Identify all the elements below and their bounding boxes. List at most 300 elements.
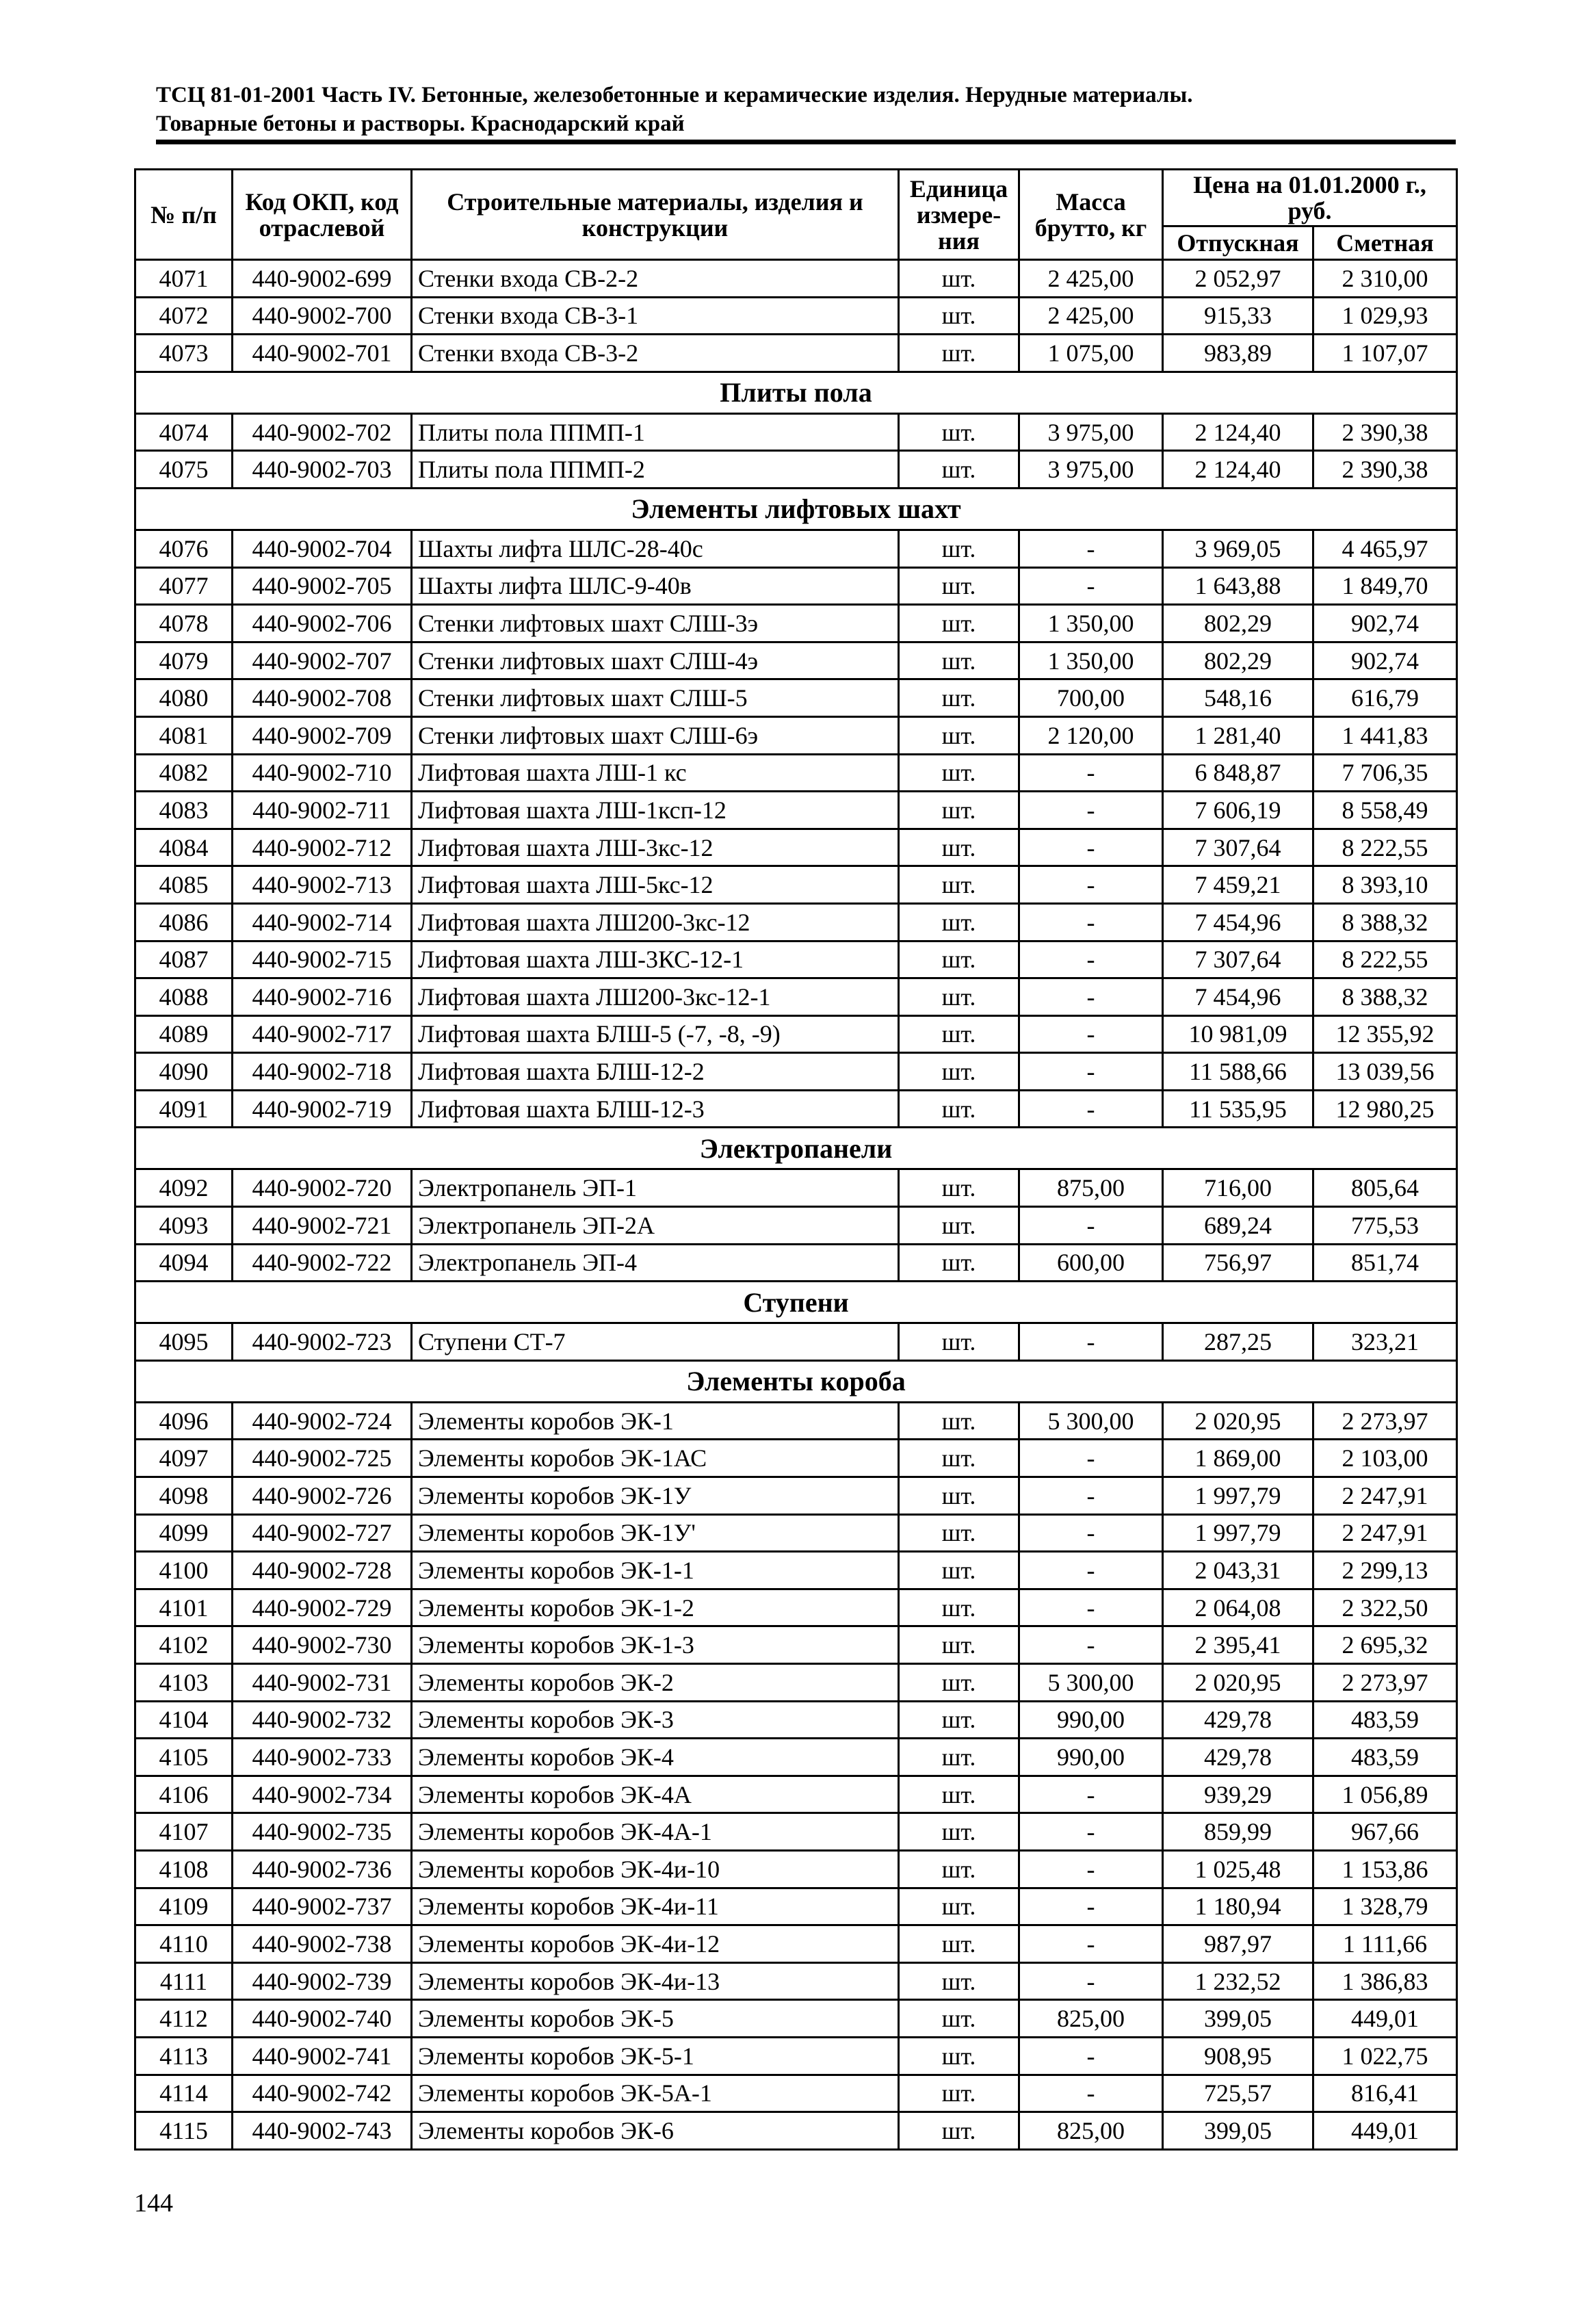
cell-code: 440-9002-722 [233, 1244, 412, 1282]
cell-price-estimate: 2 247,91 [1313, 1477, 1457, 1515]
table-row [135, 1552, 1457, 1589]
cell-mass: 600,00 [1019, 1244, 1163, 1282]
table-row [135, 1813, 1457, 1851]
cell-mass: 3 975,00 [1019, 451, 1163, 489]
cell-price-release: 7 459,21 [1163, 866, 1313, 904]
table-row [135, 2037, 1457, 2075]
cell-code: 440-9002-730 [233, 1626, 412, 1664]
cell-unit: шт. [899, 1053, 1019, 1091]
cell-price-estimate: 1 107,07 [1313, 335, 1457, 372]
cell-code: 440-9002-707 [233, 642, 412, 679]
cell-mass: 2 425,00 [1019, 260, 1163, 298]
cell-price-estimate: 8 388,32 [1313, 903, 1457, 941]
cell-name: Лифтовая шахта БЛШ-12-3 [412, 1090, 899, 1128]
cell-unit: шт. [899, 1090, 1019, 1128]
cell-name: Стенки входа СВ-3-1 [412, 297, 899, 335]
cell-name: Элементы коробов ЭК-1АС [412, 1440, 899, 1477]
col-header-price-estimate: Сметная [1313, 226, 1457, 260]
table-row [135, 451, 1457, 489]
cell-num: 4091 [135, 1090, 233, 1128]
cell-num: 4089 [135, 1015, 233, 1053]
cell-price-release: 1 869,00 [1163, 1440, 1313, 1477]
cell-num: 4107 [135, 1813, 233, 1851]
cell-num: 4080 [135, 679, 233, 717]
document-header [156, 81, 1490, 138]
table-row [135, 1053, 1457, 1091]
cell-code: 440-9002-701 [233, 335, 412, 372]
cell-price-estimate: 483,59 [1313, 1701, 1457, 1739]
header-line-1: ТСЦ 81-01-2001 Часть IV. Бетонные, железобетонные и керамические изделия. Нерудные материалы. [156, 83, 1193, 107]
cell-unit: шт. [899, 2075, 1019, 2112]
cell-price-release: 7 454,96 [1163, 903, 1313, 941]
cell-code: 440-9002-716 [233, 978, 412, 1016]
table-row [135, 903, 1457, 941]
cell-mass: - [1019, 941, 1163, 978]
cell-code: 440-9002-700 [233, 297, 412, 335]
cell-unit: шт. [899, 2000, 1019, 2038]
cell-price-estimate: 2 103,00 [1313, 1440, 1457, 1477]
cell-num: 4112 [135, 2000, 233, 2038]
section-title: Элементы короба [135, 1360, 1457, 1402]
header-rule [156, 140, 1456, 144]
cell-unit: шт. [899, 2037, 1019, 2075]
cell-mass: - [1019, 1440, 1163, 1477]
table-row [135, 1244, 1457, 1282]
cell-mass: - [1019, 1053, 1163, 1091]
cell-unit: шт. [899, 1664, 1019, 1702]
cell-mass: 5 300,00 [1019, 1664, 1163, 1702]
cell-num: 4114 [135, 2075, 233, 2112]
cell-price-release: 2 395,41 [1163, 1626, 1313, 1664]
table-row [135, 2000, 1457, 2038]
cell-name: Стенки лифтовых шахт СЛШ-5 [412, 679, 899, 717]
table-row [135, 866, 1457, 904]
table-row [135, 1888, 1457, 1925]
cell-name: Лифтовая шахта ЛШ-1ксп-12 [412, 792, 899, 829]
cell-name: Элементы коробов ЭК-4и-12 [412, 1925, 899, 1963]
cell-unit: шт. [899, 605, 1019, 642]
cell-code: 440-9002-741 [233, 2037, 412, 2075]
cell-num: 4098 [135, 1477, 233, 1515]
cell-num: 4072 [135, 297, 233, 335]
cell-price-release: 7 606,19 [1163, 792, 1313, 829]
cell-name: Электропанель ЭП-4 [412, 1244, 899, 1282]
cell-price-release: 399,05 [1163, 2000, 1313, 2038]
cell-unit: шт. [899, 978, 1019, 1016]
cell-num: 4071 [135, 260, 233, 298]
header-line-2: Товарные бетоны и растворы. Краснодарский край [156, 112, 685, 136]
cell-price-release: 756,97 [1163, 1244, 1313, 1282]
cell-mass: - [1019, 754, 1163, 792]
cell-num: 4097 [135, 1440, 233, 1477]
cell-unit: шт. [899, 1925, 1019, 1963]
cell-price-release: 1 997,79 [1163, 1477, 1313, 1515]
cell-num: 4087 [135, 941, 233, 978]
cell-price-estimate: 2 273,97 [1313, 1664, 1457, 1702]
cell-code: 440-9002-732 [233, 1701, 412, 1739]
cell-price-estimate: 2 390,38 [1313, 451, 1457, 489]
cell-mass: 990,00 [1019, 1739, 1163, 1776]
col-header-mass: Масса брутто, кг [1019, 170, 1163, 260]
cell-num: 4081 [135, 716, 233, 754]
cell-price-estimate: 12 355,92 [1313, 1015, 1457, 1053]
table-row [135, 2112, 1457, 2150]
cell-name: Лифтовая шахта БЛШ-12-2 [412, 1053, 899, 1091]
table-row [135, 679, 1457, 717]
cell-code: 440-9002-699 [233, 260, 412, 298]
page-number: 144 [134, 2189, 173, 2218]
cell-name: Элементы коробов ЭК-4и-13 [412, 1962, 899, 2000]
cell-name: Элементы коробов ЭК-2 [412, 1664, 899, 1702]
cell-num: 4113 [135, 2037, 233, 2075]
cell-num: 4076 [135, 530, 233, 567]
cell-price-estimate: 8 558,49 [1313, 792, 1457, 829]
cell-code: 440-9002-706 [233, 605, 412, 642]
cell-num: 4099 [135, 1514, 233, 1552]
cell-price-release: 1 180,94 [1163, 1888, 1313, 1925]
cell-mass: - [1019, 1888, 1163, 1925]
cell-code: 440-9002-703 [233, 451, 412, 489]
cell-mass: 2 425,00 [1019, 297, 1163, 335]
table-row [135, 567, 1457, 605]
cell-code: 440-9002-740 [233, 2000, 412, 2038]
cell-name: Лифтовая шахта ЛШ-3кс-12 [412, 829, 899, 866]
cell-price-estimate: 1 056,89 [1313, 1776, 1457, 1813]
table-row [135, 260, 1457, 298]
cell-unit: шт. [899, 335, 1019, 372]
cell-mass: - [1019, 530, 1163, 567]
table-row [135, 335, 1457, 372]
cell-num: 4094 [135, 1244, 233, 1282]
cell-name: Лифтовая шахта ЛШ-1 кс [412, 754, 899, 792]
cell-code: 440-9002-719 [233, 1090, 412, 1128]
cell-mass: - [1019, 1514, 1163, 1552]
cell-name: Элементы коробов ЭК-1-1 [412, 1552, 899, 1589]
cell-name: Шахты лифта ШЛС-28-40с [412, 530, 899, 567]
cell-price-release: 11 535,95 [1163, 1090, 1313, 1128]
cell-name: Стенки лифтовых шахт СЛШ-6э [412, 716, 899, 754]
cell-unit: шт. [899, 451, 1019, 489]
cell-name: Лифтовая шахта БЛШ-5 (-7, -8, -9) [412, 1015, 899, 1053]
cell-price-release: 725,57 [1163, 2075, 1313, 2112]
cell-num: 4101 [135, 1589, 233, 1626]
table-row [135, 1962, 1457, 2000]
cell-unit: шт. [899, 1589, 1019, 1626]
cell-name: Элементы коробов ЭК-1-2 [412, 1589, 899, 1626]
section-title: Ступени [135, 1282, 1457, 1323]
cell-price-release: 939,29 [1163, 1776, 1313, 1813]
cell-price-release: 1 232,52 [1163, 1962, 1313, 2000]
cell-mass: - [1019, 1477, 1163, 1515]
cell-price-release: 983,89 [1163, 335, 1313, 372]
cell-num: 4083 [135, 792, 233, 829]
cell-unit: шт. [899, 1626, 1019, 1664]
cell-unit: шт. [899, 1701, 1019, 1739]
cell-price-estimate: 816,41 [1313, 2075, 1457, 2112]
cell-price-estimate: 902,74 [1313, 642, 1457, 679]
cell-price-release: 908,95 [1163, 2037, 1313, 2075]
cell-price-release: 802,29 [1163, 642, 1313, 679]
cell-price-estimate: 2 273,97 [1313, 1402, 1457, 1440]
cell-unit: шт. [899, 941, 1019, 978]
col-header-unit: Единица измере-ния [899, 170, 1019, 260]
table-row [135, 642, 1457, 679]
cell-code: 440-9002-739 [233, 1962, 412, 2000]
cell-price-release: 548,16 [1163, 679, 1313, 717]
cell-code: 440-9002-717 [233, 1015, 412, 1053]
cell-price-release: 2 020,95 [1163, 1402, 1313, 1440]
cell-num: 4111 [135, 1962, 233, 2000]
cell-code: 440-9002-713 [233, 866, 412, 904]
cell-num: 4093 [135, 1207, 233, 1245]
cell-name: Стенки входа СВ-2-2 [412, 260, 899, 298]
cell-mass: - [1019, 1207, 1163, 1245]
cell-num: 4078 [135, 605, 233, 642]
cell-unit: шт. [899, 1962, 1019, 2000]
cell-unit: шт. [899, 679, 1019, 717]
cell-price-release: 287,25 [1163, 1323, 1313, 1361]
cell-unit: шт. [899, 413, 1019, 451]
cell-num: 4095 [135, 1323, 233, 1361]
cell-code: 440-9002-728 [233, 1552, 412, 1589]
cell-unit: шт. [899, 1015, 1019, 1053]
cell-price-release: 7 454,96 [1163, 978, 1313, 1016]
cell-num: 4108 [135, 1850, 233, 1888]
cell-price-estimate: 7 706,35 [1313, 754, 1457, 792]
cell-num: 4082 [135, 754, 233, 792]
cell-price-estimate: 1 386,83 [1313, 1962, 1457, 2000]
cell-name: Элементы коробов ЭК-4А-1 [412, 1813, 899, 1851]
cell-name: Электропанель ЭП-1 [412, 1169, 899, 1207]
table-row [135, 1925, 1457, 1963]
cell-num: 4084 [135, 829, 233, 866]
cell-mass: - [1019, 866, 1163, 904]
cell-price-release: 7 307,64 [1163, 829, 1313, 866]
table-row [135, 1739, 1457, 1776]
cell-name: Лифтовая шахта ЛШ200-3кс-12-1 [412, 978, 899, 1016]
cell-price-release: 2 020,95 [1163, 1664, 1313, 1702]
cell-num: 4090 [135, 1053, 233, 1091]
cell-name: Элементы коробов ЭК-4 [412, 1739, 899, 1776]
cell-code: 440-9002-711 [233, 792, 412, 829]
cell-price-release: 2 052,97 [1163, 260, 1313, 298]
cell-code: 440-9002-714 [233, 903, 412, 941]
cell-price-estimate: 8 222,55 [1313, 829, 1457, 866]
cell-mass: 5 300,00 [1019, 1402, 1163, 1440]
col-header-name: Строительные материалы, изделия и конструкции [412, 170, 899, 260]
cell-price-estimate: 323,21 [1313, 1323, 1457, 1361]
section-row [135, 1128, 1457, 1169]
table-row [135, 1440, 1457, 1477]
cell-unit: шт. [899, 530, 1019, 567]
cell-unit: шт. [899, 2112, 1019, 2150]
cell-name: Стенки лифтовых шахт СЛШ-4э [412, 642, 899, 679]
cell-mass: 825,00 [1019, 2000, 1163, 2038]
cell-unit: шт. [899, 1402, 1019, 1440]
cell-code: 440-9002-702 [233, 413, 412, 451]
cell-name: Стенки лифтовых шахт СЛШ-3э [412, 605, 899, 642]
cell-code: 440-9002-709 [233, 716, 412, 754]
cell-code: 440-9002-723 [233, 1323, 412, 1361]
cell-price-release: 1 997,79 [1163, 1514, 1313, 1552]
cell-price-release: 11 588,66 [1163, 1053, 1313, 1091]
cell-num: 4074 [135, 413, 233, 451]
cell-name: Элементы коробов ЭК-1 [412, 1402, 899, 1440]
table-row [135, 530, 1457, 567]
cell-unit: шт. [899, 1477, 1019, 1515]
cell-num: 4105 [135, 1739, 233, 1776]
section-row [135, 1360, 1457, 1402]
cell-price-estimate: 902,74 [1313, 605, 1457, 642]
cell-name: Элементы коробов ЭК-4А [412, 1776, 899, 1813]
table-row [135, 1850, 1457, 1888]
section-row [135, 1282, 1457, 1323]
table-row [135, 1626, 1457, 1664]
cell-num: 4079 [135, 642, 233, 679]
cell-price-release: 716,00 [1163, 1169, 1313, 1207]
cell-price-estimate: 8 388,32 [1313, 978, 1457, 1016]
table-row [135, 1015, 1457, 1053]
cell-name: Элементы коробов ЭК-1У' [412, 1514, 899, 1552]
cell-price-estimate: 1 441,83 [1313, 716, 1457, 754]
cell-price-estimate: 1 111,66 [1313, 1925, 1457, 1963]
cell-mass: 2 120,00 [1019, 716, 1163, 754]
section-title: Электропанели [135, 1128, 1457, 1169]
cell-unit: шт. [899, 903, 1019, 941]
cell-price-estimate: 449,01 [1313, 2112, 1457, 2150]
cell-name: Ступени СТ-7 [412, 1323, 899, 1361]
cell-unit: шт. [899, 260, 1019, 298]
cell-unit: шт. [899, 866, 1019, 904]
cell-unit: шт. [899, 829, 1019, 866]
cell-price-estimate: 775,53 [1313, 1207, 1457, 1245]
cell-code: 440-9002-705 [233, 567, 412, 605]
cell-num: 4088 [135, 978, 233, 1016]
cell-unit: шт. [899, 1323, 1019, 1361]
cell-name: Элементы коробов ЭК-5 [412, 2000, 899, 2038]
section-row [135, 488, 1457, 530]
table-row [135, 829, 1457, 866]
cell-mass: 825,00 [1019, 2112, 1163, 2150]
cell-mass: 875,00 [1019, 1169, 1163, 1207]
cell-name: Плиты пола ППМП-1 [412, 413, 899, 451]
cell-unit: шт. [899, 754, 1019, 792]
cell-unit: шт. [899, 642, 1019, 679]
table-row [135, 1402, 1457, 1440]
cell-price-estimate: 2 247,91 [1313, 1514, 1457, 1552]
cell-unit: шт. [899, 792, 1019, 829]
cell-code: 440-9002-731 [233, 1664, 412, 1702]
cell-price-estimate: 449,01 [1313, 2000, 1457, 2038]
cell-name: Элементы коробов ЭК-5А-1 [412, 2075, 899, 2112]
cell-mass: 990,00 [1019, 1701, 1163, 1739]
table-header [135, 170, 1457, 260]
cell-price-release: 987,97 [1163, 1925, 1313, 1963]
cell-mass: - [1019, 1925, 1163, 1963]
cell-price-release: 2 064,08 [1163, 1589, 1313, 1626]
cell-price-release: 7 307,64 [1163, 941, 1313, 978]
cell-price-release: 1 281,40 [1163, 716, 1313, 754]
cell-name: Элементы коробов ЭК-5-1 [412, 2037, 899, 2075]
cell-num: 4109 [135, 1888, 233, 1925]
cell-mass: - [1019, 792, 1163, 829]
cell-mass: - [1019, 1090, 1163, 1128]
cell-mass: - [1019, 1813, 1163, 1851]
cell-price-release: 859,99 [1163, 1813, 1313, 1851]
table-row [135, 297, 1457, 335]
table-row [135, 978, 1457, 1016]
cell-price-estimate: 2 299,13 [1313, 1552, 1457, 1589]
table-row [135, 1323, 1457, 1361]
cell-price-estimate: 616,79 [1313, 679, 1457, 717]
cell-code: 440-9002-733 [233, 1739, 412, 1776]
cell-code: 440-9002-712 [233, 829, 412, 866]
cell-price-release: 6 848,87 [1163, 754, 1313, 792]
cell-num: 4085 [135, 866, 233, 904]
cell-price-estimate: 1 029,93 [1313, 297, 1457, 335]
cell-unit: шт. [899, 297, 1019, 335]
cell-mass: - [1019, 1552, 1163, 1589]
cell-mass: - [1019, 1589, 1163, 1626]
cell-code: 440-9002-743 [233, 2112, 412, 2150]
table-row [135, 754, 1457, 792]
cell-mass: - [1019, 903, 1163, 941]
cell-name: Элементы коробов ЭК-3 [412, 1701, 899, 1739]
cell-unit: шт. [899, 1244, 1019, 1282]
cell-code: 440-9002-734 [233, 1776, 412, 1813]
cell-mass: 1 350,00 [1019, 642, 1163, 679]
section-row [135, 372, 1457, 413]
table-row [135, 1776, 1457, 1813]
cell-num: 4073 [135, 335, 233, 372]
cell-mass: 700,00 [1019, 679, 1163, 717]
cell-name: Элементы коробов ЭК-4и-11 [412, 1888, 899, 1925]
cell-unit: шт. [899, 1440, 1019, 1477]
cell-price-estimate: 13 039,56 [1313, 1053, 1457, 1091]
cell-price-release: 689,24 [1163, 1207, 1313, 1245]
cell-name: Лифтовая шахта ЛШ-3КС-12-1 [412, 941, 899, 978]
cell-unit: шт. [899, 1888, 1019, 1925]
cell-mass: - [1019, 978, 1163, 1016]
cell-mass: - [1019, 829, 1163, 866]
cell-code: 440-9002-736 [233, 1850, 412, 1888]
cell-price-estimate: 967,66 [1313, 1813, 1457, 1851]
cell-unit: шт. [899, 716, 1019, 754]
cell-unit: шт. [899, 1552, 1019, 1589]
cell-code: 440-9002-725 [233, 1440, 412, 1477]
cell-unit: шт. [899, 1850, 1019, 1888]
cell-price-estimate: 805,64 [1313, 1169, 1457, 1207]
cell-unit: шт. [899, 1739, 1019, 1776]
cell-mass: - [1019, 1626, 1163, 1664]
cell-name: Лифтовая шахта ЛШ200-3кс-12 [412, 903, 899, 941]
cell-num: 4104 [135, 1701, 233, 1739]
cell-price-estimate: 2 322,50 [1313, 1589, 1457, 1626]
cell-price-release: 429,78 [1163, 1739, 1313, 1776]
cell-code: 440-9002-742 [233, 2075, 412, 2112]
cell-price-estimate: 1 022,75 [1313, 2037, 1457, 2075]
cell-code: 440-9002-704 [233, 530, 412, 567]
cell-price-estimate: 12 980,25 [1313, 1090, 1457, 1128]
cell-code: 440-9002-720 [233, 1169, 412, 1207]
cell-code: 440-9002-726 [233, 1477, 412, 1515]
cell-name: Стенки входа СВ-3-2 [412, 335, 899, 372]
cell-num: 4100 [135, 1552, 233, 1589]
col-header-price-group: Цена на 01.01.2000 г., руб. [1163, 170, 1457, 226]
cell-price-release: 2 043,31 [1163, 1552, 1313, 1589]
cell-num: 4096 [135, 1402, 233, 1440]
cell-price-estimate: 8 393,10 [1313, 866, 1457, 904]
